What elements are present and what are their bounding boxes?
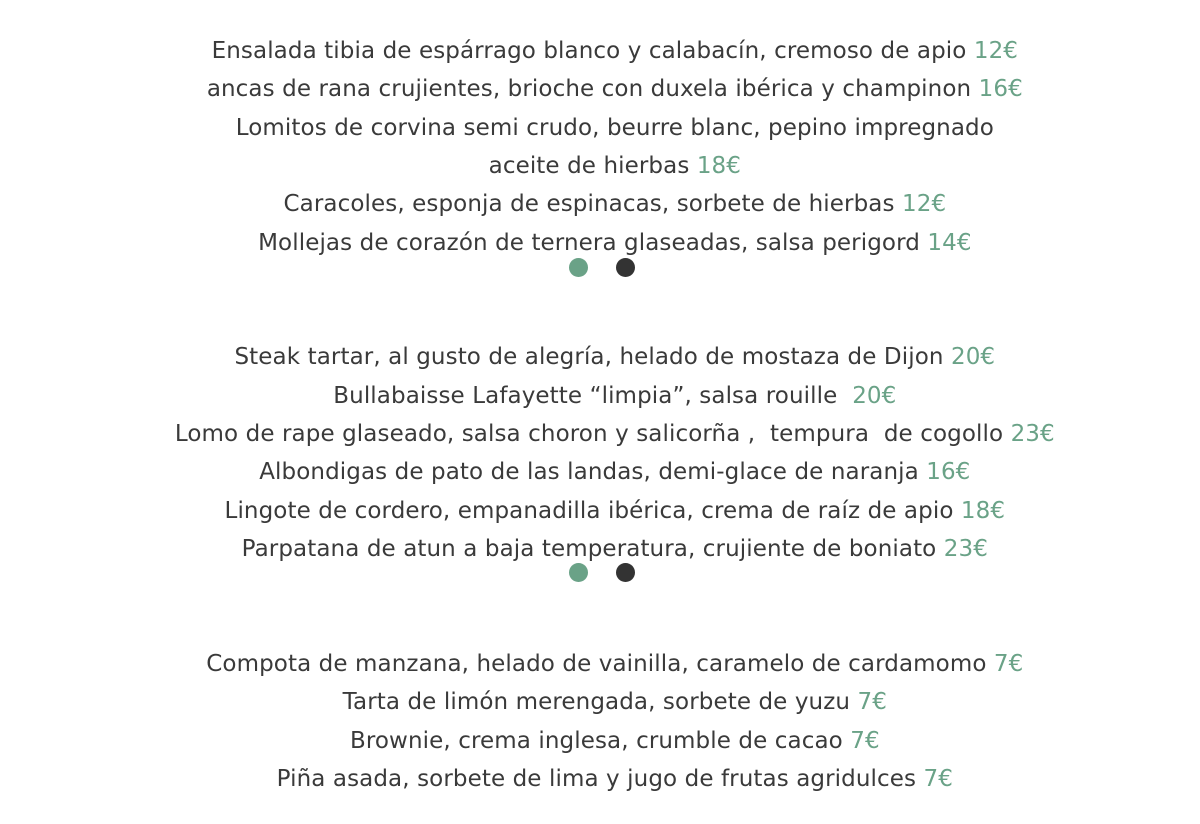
- dish-price: 20€: [852, 383, 897, 409]
- dish-description: Tarta de limón merengada, sorbete de yuzu: [342, 689, 858, 715]
- dish-description: Caracoles, esponja de espinacas, sorbete de hierbas: [283, 191, 902, 217]
- dish-description: Parpatana de atun a baja temperatura, crujiente de boniato: [241, 536, 944, 562]
- dish-price: 7€: [857, 689, 887, 715]
- dish-description: Albondigas de pato de las landas, demi-glace de naranja: [259, 459, 927, 485]
- menu-item: [0, 734, 1200, 824]
- dark-dot-icon: [616, 563, 635, 582]
- dish-price: 18€: [696, 153, 742, 179]
- dish-price: 20€: [950, 344, 996, 370]
- dish-price: 14€: [927, 230, 972, 256]
- dish-description: Lomitos de corvina semi crudo, beurre blanc, pepino impregnado: [235, 115, 994, 141]
- dish-price: 7€: [923, 766, 953, 792]
- dish-description: Mollejas de corazón de ternera glaseadas, salsa perigord: [258, 230, 928, 256]
- dark-dot-icon: [616, 258, 635, 277]
- green-dot-icon: [569, 258, 588, 277]
- dish-price: 18€: [960, 498, 1006, 524]
- dish-price: 12€: [973, 38, 1019, 64]
- dish-description: Ensalada tibia de espárrago blanco y calabacín, cremoso de apio: [211, 38, 974, 64]
- dish-price: 7€: [993, 651, 1024, 677]
- section-divider: [0, 258, 1200, 278]
- green-dot-icon: [569, 563, 588, 582]
- dish-price: 16€: [978, 76, 1023, 102]
- dish-price: 23€: [1010, 421, 1055, 447]
- dish-description: Compota de manzana, helado de vainilla, caramelo de cardamomo: [206, 651, 994, 677]
- dish-description: Piña asada, sorbete de lima y jugo de frutas agridulces: [276, 766, 924, 792]
- dish-description: Lingote de cordero, empanadilla ibérica, crema de raíz de apio: [224, 498, 961, 524]
- dish-price: 12€: [901, 191, 947, 217]
- dish-description: Steak tartar, al gusto de alegría, helado de mostaza de Dijon: [234, 344, 951, 370]
- dish-description: Bullabaisse Lafayette “limpia”, salsa rouille: [333, 383, 853, 409]
- dish-description: aceite de hierbas: [488, 153, 697, 179]
- dish-description: Brownie, crema inglesa, crumble de cacao: [349, 728, 851, 754]
- dish-description: ancas de rana crujientes, brioche con duxela ibérica y champinon: [206, 76, 979, 102]
- dish-description: Lomo de rape glaseado, salsa choron y salicorña , tempura de cogollo: [174, 421, 1011, 447]
- dish-price: 23€: [943, 536, 988, 562]
- dish-price: 16€: [926, 459, 971, 485]
- section-divider: [0, 563, 1200, 583]
- dish-price: 7€: [850, 728, 880, 754]
